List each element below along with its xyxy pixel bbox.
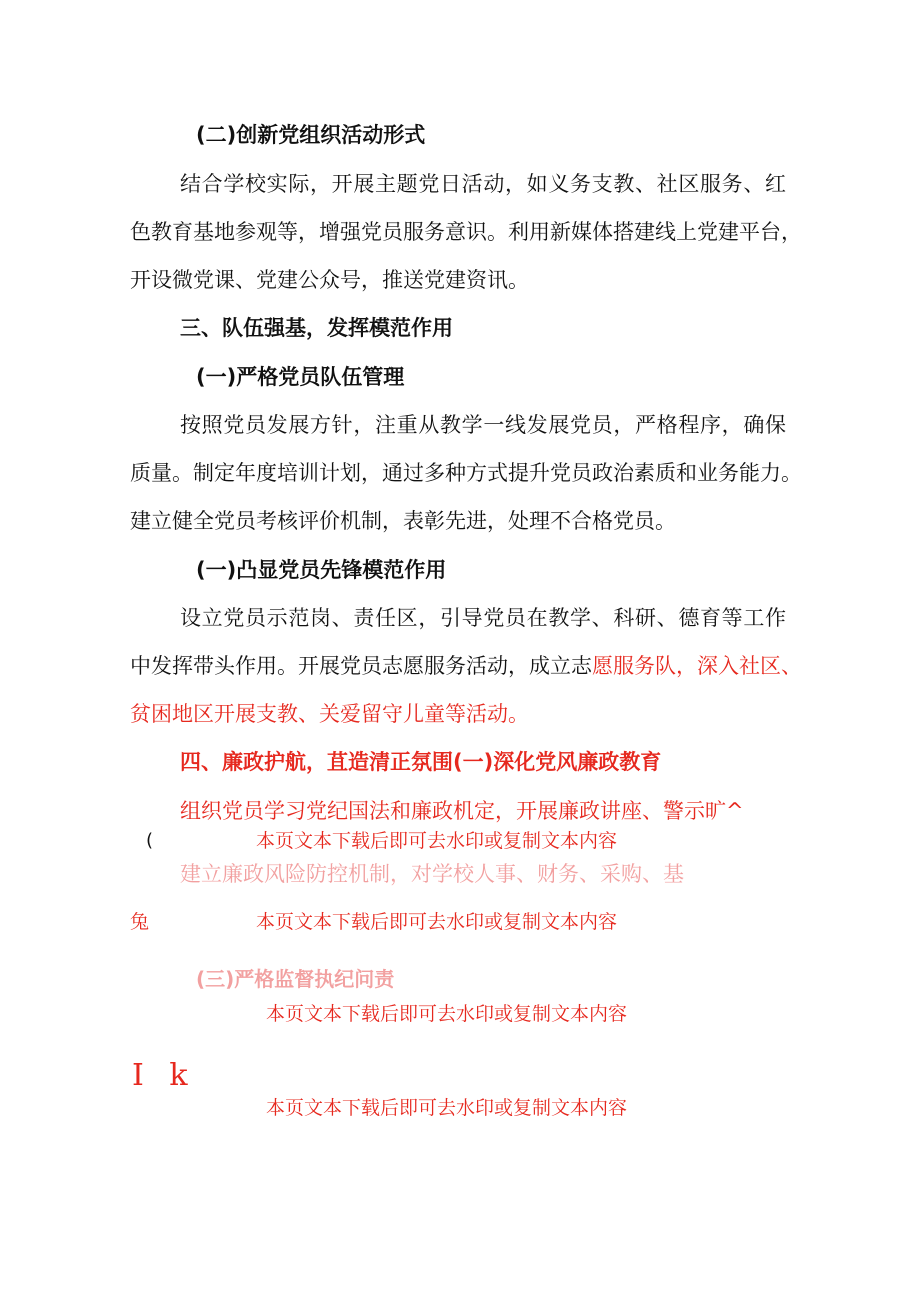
paragraph-line: 按照党员发展方针，注重从教学一线发展党员，严格程序，确保 [180,413,786,437]
watermark-text: 本页文本下载后即可去水印或复制文本内容 [256,911,618,933]
watermark-text: 本页文本下载后即可去水印或复制文本内容 [256,830,618,852]
section-heading: (一)凸显党员先锋模范作用 [196,558,447,582]
faded-paragraph-line: 建立廉政风险防控机制，对学校人事、财务、采购、基 [180,862,684,886]
paragraph-line: 贫困地区开展支教、关爱留守儿童等活动。 [130,702,529,726]
section-heading: (二)创新党组织活动形式 [196,123,426,147]
section-heading: (一)严格党员队伍管理 [196,365,405,389]
watermark-text: 本页文本下载后即可去水印或复制文本内容 [266,1003,628,1025]
faded-section-heading: (三)严格监督执纪问责 [196,967,395,991]
watermark-text: 本页文本下载后即可去水印或复制文本内容 [266,1097,628,1119]
stray-glyph: 兔 [130,911,150,933]
highlighted-text: 愿服务队，深入社区、 [592,654,802,678]
paragraph-line: 组织党员学习党纪国法和廉政机定，开展廉政讲座、警示旷^ [180,799,744,823]
paragraph-line: 结合学校实际，开展主题党日活动，如义务支教、社区服务、红 [180,172,786,196]
paragraph-line [130,652,802,680]
stray-glyph: I k [132,1058,196,1093]
chapter-heading: 四、廉政护航，苴造清正氛围(一)深化党风廉政教育 [180,750,662,774]
paragraph-line: 色教育基地参观等，增强党员服务意识。利用新媒体搭建线上党建平台， [130,220,802,244]
paragraph-line: 质量。制定年度培训计划，通过多种方式提升党员政治素质和业务能力。 [130,461,802,485]
chapter-heading: 三、队伍强基，发挥模范作用 [180,316,453,340]
stray-glyph: ( [146,830,154,851]
paragraph-line: 开设微党课、党建公众号，推送党建资讯。 [130,268,529,292]
paragraph-line: 设立党员示范岗、责任区，引导党员在教学、科研、德育等工作 [180,606,786,630]
paragraph-line: 建立健全党员考核评价机制，表彰先进，处理不合格党员。 [130,509,676,533]
paragraph-text: 中发挥带头作用。开展党员志愿服务活动，成立志 [130,654,592,678]
